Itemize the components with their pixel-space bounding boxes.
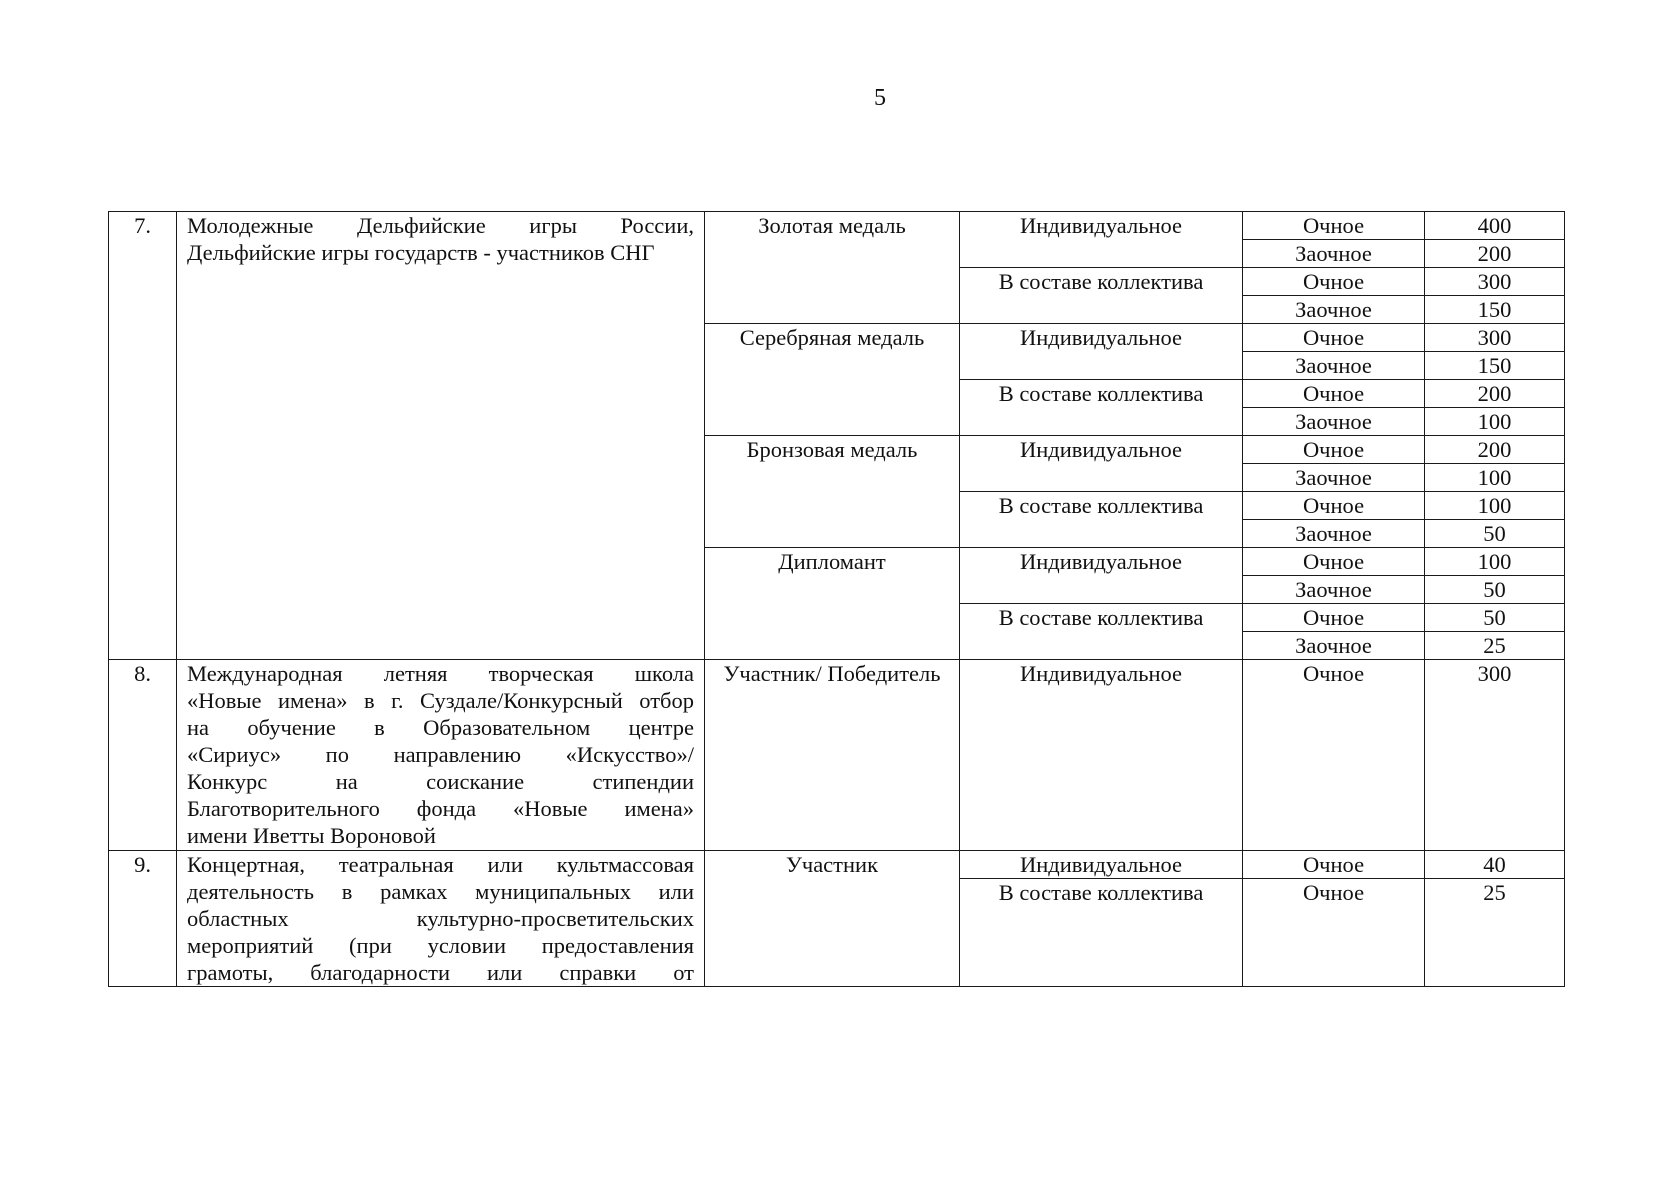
event-name-line: «Сириус» по направлению «Искусство»/ [187,742,694,767]
event-name-line: «Новые имена» в г. Суздале/Конкурсный отбор [187,688,694,713]
points-value: 150 [1425,352,1565,380]
participation-type: В составе коллектива [960,268,1243,324]
points-value: 40 [1425,851,1565,879]
points-value: 300 [1425,660,1565,851]
participation-type: В составе коллектива [960,604,1243,660]
participation-type: В составе коллектива [960,492,1243,548]
event-name-line: Дельфийские игры государств - участников СНГ [187,240,655,265]
award-label: Участник [705,851,960,987]
points-value: 25 [1425,879,1565,987]
participation-type: В составе коллектива [960,380,1243,436]
points-value: 100 [1425,408,1565,436]
table-row [109,212,1565,240]
event-name-line: на обучение в Образовательном центре [187,715,694,740]
participation-form: Очное [1243,879,1425,987]
event-name-line: деятельность в рамках муниципальных или [187,879,694,904]
points-value: 150 [1425,296,1565,324]
award-label: Золотая медаль [705,212,960,324]
awards-table [108,211,1565,987]
event-name [177,212,705,660]
event-name-line: Концертная, театральная или культмассовая [187,852,694,877]
table-row [109,851,1565,879]
participation-form: Заочное [1243,408,1425,436]
points-value: 200 [1425,436,1565,464]
points-value: 100 [1425,548,1565,576]
participation-type: В составе коллектива [960,879,1243,987]
row-number: 7. [109,212,177,660]
participation-form: Очное [1243,660,1425,851]
participation-form: Заочное [1243,632,1425,660]
participation-type: Индивидуальное [960,436,1243,492]
points-value: 100 [1425,492,1565,520]
participation-form: Заочное [1243,464,1425,492]
participation-type: Индивидуальное [960,212,1243,268]
participation-type: Индивидуальное [960,660,1243,851]
event-name-line: Конкурс на соискание стипендии [187,769,694,794]
participation-type: Индивидуальное [960,548,1243,604]
award-label: Бронзовая медаль [705,436,960,548]
row-number: 8. [109,660,177,851]
points-value: 200 [1425,240,1565,268]
points-value: 200 [1425,380,1565,408]
points-value: 400 [1425,212,1565,240]
participation-form: Очное [1243,604,1425,632]
points-value: 25 [1425,632,1565,660]
participation-form: Заочное [1243,576,1425,604]
event-name-line: имени Иветты Вороновой [187,823,436,848]
participation-form: Очное [1243,380,1425,408]
points-value: 50 [1425,520,1565,548]
participation-form: Очное [1243,324,1425,352]
event-name-line: мероприятий (при условии предоставления [187,933,694,958]
points-value: 100 [1425,464,1565,492]
event-name-line: Молодежные Дельфийские игры России, [187,213,694,238]
participation-form: Заочное [1243,352,1425,380]
participation-form: Очное [1243,851,1425,879]
table-row [109,660,1565,851]
award-label: Дипломант [705,548,960,660]
participation-type: Индивидуальное [960,324,1243,380]
participation-form: Заочное [1243,296,1425,324]
page-number: 5 [874,85,886,111]
award-label: Участник/ Победитель [705,660,960,851]
participation-form: Заочное [1243,520,1425,548]
participation-form: Очное [1243,436,1425,464]
event-name [177,660,705,851]
points-value: 300 [1425,324,1565,352]
participation-form: Очное [1243,492,1425,520]
participation-type: Индивидуальное [960,851,1243,879]
award-label: Серебряная медаль [705,324,960,436]
event-name-line: Международная летняя творческая школа [187,661,694,686]
row-number: 9. [109,851,177,987]
event-name-line: грамоты, благодарности или справки от [187,960,694,985]
participation-form: Очное [1243,548,1425,576]
participation-form: Очное [1243,212,1425,240]
participation-form: Заочное [1243,240,1425,268]
event-name-line: Благотворительного фонда «Новые имена» [187,796,694,821]
points-value: 50 [1425,576,1565,604]
points-value: 50 [1425,604,1565,632]
event-name-line: областных культурно-просветительских [187,906,694,931]
event-name [177,851,705,987]
points-value: 300 [1425,268,1565,296]
participation-form: Очное [1243,268,1425,296]
